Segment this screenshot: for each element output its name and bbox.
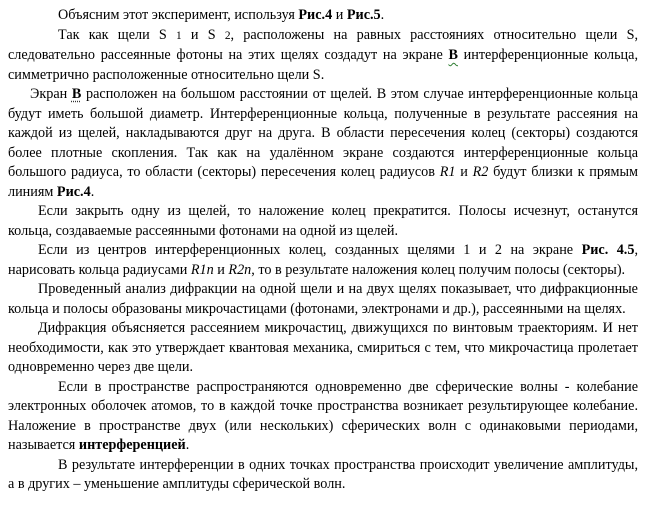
- radius-r1n: R1n: [190, 261, 214, 278]
- text-run: интерференционные кольца, симметрично расположенные относительно щели S.: [8, 47, 638, 83]
- text-run: Дифракция объясняется рассеянием микрочастиц, движущихся по винтовым траекториям. И нет необходимости, как это утверждает квантовая механика, смириться с тем, что микрочастица пролетает одновременно через две щели.: [8, 320, 638, 375]
- paragraph-close-slit: [8, 202, 638, 241]
- figure-ref-fig45: Рис. 4.5: [581, 242, 635, 258]
- paragraph-analysis: [8, 280, 638, 319]
- text-run: Если в пространстве распространяются одновременно две сферические волны - колебание электронных оболочек атомов, то в каждой точке пространства возникает результирующее колебание. Наложение в пространстве двух (или нескольких) сферических волн с одинаковыми периодами, называется: [8, 378, 638, 453]
- text-run: .: [90, 183, 95, 200]
- screen-label-b: В: [448, 47, 458, 63]
- radius-r2: R2: [472, 164, 489, 180]
- text-run: расположен на большом расстоянии от щелей. В этом случае интерференционные кольца будут иметь большой диаметр. Интерференционные кольца, полученные в результате рассеяния на каждой из щелей, накладываются друг на друга. В области пересечения колец (секторы) создаются более плотные скопления. Так как на удалённом экране создаются интерференционные кольца большого радиуса, то области (секторы) пересечения колец радиусов: [8, 86, 638, 180]
- text-run: .: [185, 437, 190, 453]
- text-run: , нарисовать кольца радиусами: [8, 242, 638, 278]
- slit-index-2: 2: [224, 29, 231, 42]
- text-run: и: [332, 7, 347, 23]
- screen-label-b: В: [71, 86, 82, 102]
- paragraph-result: [8, 456, 638, 495]
- text-run: В результате интерференции в одних точках пространства происходит увеличение амплитуды, а в других – уменьшение амплитуды сферической волн.: [8, 456, 638, 492]
- term-interference: интерференцией: [78, 437, 186, 453]
- text-run: Проведенный анализ дифракции на одной щели и на двух щелях показывает, что дифракционные кольца и полосы образованы микрочастицами (фотонами, электронами и др.), рассеянными на щелях.: [8, 281, 638, 317]
- text-run: Так как щели S: [58, 26, 176, 43]
- text-run: , то в результате наложения колец получим полосы (секторы).: [251, 261, 626, 278]
- paragraph-slits: [8, 26, 638, 86]
- text-run: , расположены на равных расстояниях относительно щели S, следовательно рассеянные фотоны на этих щелях создадут на экране: [8, 26, 639, 63]
- radius-r2n: R2n: [228, 261, 252, 278]
- slit-index-1: 1: [176, 29, 182, 42]
- text-run: будут близки к прямым линиям: [8, 164, 638, 200]
- text-run: и S: [181, 26, 225, 43]
- text-run: Если из центров интерференционных колец, созданных щелями 1 и 2 на экране: [38, 242, 582, 258]
- text-run: Если закрыть одну из щелей, то наложение колец прекратится. Полосы исчезнут, останутся кольца, создаваемые рассеянными фотонами на одной из щелей.: [8, 203, 638, 239]
- paragraph-diffraction: [8, 319, 638, 378]
- figure-ref-fig4: Рис.4: [298, 7, 333, 23]
- radius-r1: R1: [439, 164, 456, 180]
- text-run: Объясним этот эксперимент, используя: [58, 7, 299, 23]
- text-run: Экран: [30, 86, 72, 102]
- paragraph-screen: [8, 85, 638, 202]
- text-run: .: [380, 7, 385, 23]
- text-run: и: [213, 261, 229, 278]
- figure-ref-fig5: Рис.5: [346, 7, 381, 23]
- paragraph-interference: [8, 378, 638, 456]
- paragraph-intro: [8, 6, 638, 26]
- figure-ref-fig4: Рис.4: [56, 183, 91, 200]
- text-run: и: [455, 164, 473, 180]
- paragraph-centers: [8, 241, 638, 280]
